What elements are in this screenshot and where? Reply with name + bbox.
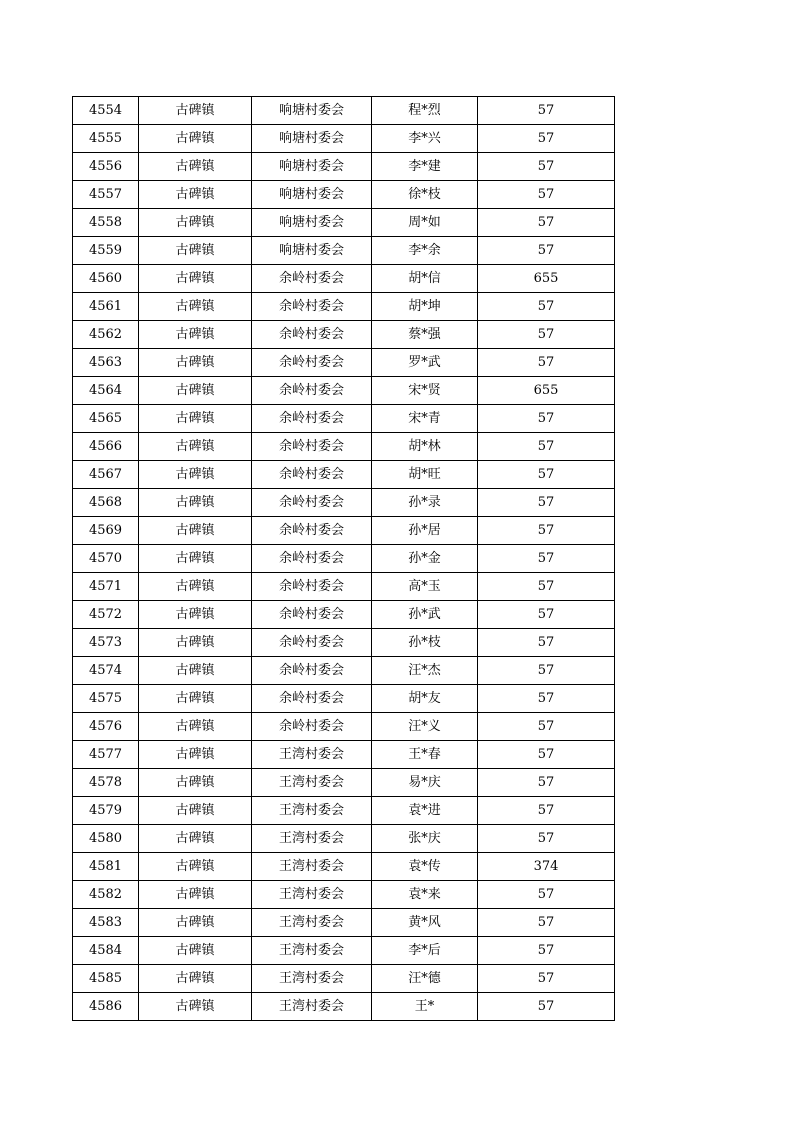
table-row — [73, 825, 615, 853]
village-committee-cell: 响塘村委会 — [252, 153, 372, 181]
amount-cell: 57 — [478, 125, 615, 153]
row-number-cell: 4584 — [73, 937, 139, 965]
table-row — [73, 349, 615, 377]
table-row — [73, 573, 615, 601]
person-name-cell: 汪*德 — [372, 965, 478, 993]
person-name-cell: 李*建 — [372, 153, 478, 181]
town-cell: 古碑镇 — [139, 405, 252, 433]
amount-cell: 57 — [478, 741, 615, 769]
village-committee-cell: 王湾村委会 — [252, 797, 372, 825]
table-row — [73, 937, 615, 965]
row-number-cell: 4577 — [73, 741, 139, 769]
village-committee-cell: 响塘村委会 — [252, 97, 372, 125]
table-row — [73, 237, 615, 265]
village-committee-cell: 响塘村委会 — [252, 125, 372, 153]
amount-cell: 57 — [478, 685, 615, 713]
village-committee-cell: 响塘村委会 — [252, 181, 372, 209]
person-name-cell: 宋*贤 — [372, 377, 478, 405]
table-row — [73, 265, 615, 293]
village-committee-cell: 王湾村委会 — [252, 993, 372, 1021]
person-name-cell: 程*烈 — [372, 97, 478, 125]
row-number-cell: 4574 — [73, 657, 139, 685]
table-row — [73, 769, 615, 797]
row-number-cell: 4563 — [73, 349, 139, 377]
row-number-cell: 4555 — [73, 125, 139, 153]
village-committee-cell: 王湾村委会 — [252, 937, 372, 965]
person-name-cell: 宋*青 — [372, 405, 478, 433]
row-number-cell: 4556 — [73, 153, 139, 181]
row-number-cell: 4578 — [73, 769, 139, 797]
table-row — [73, 629, 615, 657]
town-cell: 古碑镇 — [139, 825, 252, 853]
table-row — [73, 797, 615, 825]
row-number-cell: 4586 — [73, 993, 139, 1021]
person-name-cell: 孙*枝 — [372, 629, 478, 657]
person-name-cell: 黄*风 — [372, 909, 478, 937]
person-name-cell: 孙*金 — [372, 545, 478, 573]
amount-cell: 57 — [478, 601, 615, 629]
village-committee-cell: 王湾村委会 — [252, 881, 372, 909]
town-cell: 古碑镇 — [139, 209, 252, 237]
amount-cell: 57 — [478, 573, 615, 601]
person-name-cell: 胡*坤 — [372, 293, 478, 321]
person-name-cell: 孙*武 — [372, 601, 478, 629]
town-cell: 古碑镇 — [139, 573, 252, 601]
town-cell: 古碑镇 — [139, 153, 252, 181]
person-name-cell: 胡*信 — [372, 265, 478, 293]
amount-cell: 57 — [478, 97, 615, 125]
table-row — [73, 153, 615, 181]
row-number-cell: 4557 — [73, 181, 139, 209]
town-cell: 古碑镇 — [139, 797, 252, 825]
village-committee-cell: 余岭村委会 — [252, 293, 372, 321]
amount-cell: 57 — [478, 937, 615, 965]
village-committee-cell: 王湾村委会 — [252, 965, 372, 993]
table-row — [73, 601, 615, 629]
person-name-cell: 汪*杰 — [372, 657, 478, 685]
town-cell: 古碑镇 — [139, 769, 252, 797]
person-name-cell: 蔡*强 — [372, 321, 478, 349]
person-name-cell: 孙*录 — [372, 489, 478, 517]
person-name-cell: 孙*居 — [372, 517, 478, 545]
table-row — [73, 461, 615, 489]
town-cell: 古碑镇 — [139, 993, 252, 1021]
amount-cell: 57 — [478, 965, 615, 993]
amount-cell: 57 — [478, 825, 615, 853]
table-row — [73, 97, 615, 125]
village-committee-cell: 余岭村委会 — [252, 433, 372, 461]
amount-cell: 57 — [478, 769, 615, 797]
row-number-cell: 4560 — [73, 265, 139, 293]
table-row — [73, 321, 615, 349]
person-name-cell: 胡*林 — [372, 433, 478, 461]
row-number-cell: 4564 — [73, 377, 139, 405]
amount-cell: 57 — [478, 433, 615, 461]
village-committee-cell: 余岭村委会 — [252, 573, 372, 601]
person-name-cell: 胡*友 — [372, 685, 478, 713]
town-cell: 古碑镇 — [139, 489, 252, 517]
row-number-cell: 4570 — [73, 545, 139, 573]
table-row — [73, 181, 615, 209]
town-cell: 古碑镇 — [139, 881, 252, 909]
village-committee-cell: 王湾村委会 — [252, 853, 372, 881]
amount-cell: 57 — [478, 349, 615, 377]
village-committee-cell: 余岭村委会 — [252, 629, 372, 657]
person-name-cell: 王*春 — [372, 741, 478, 769]
person-name-cell: 袁*来 — [372, 881, 478, 909]
person-name-cell: 汪*义 — [372, 713, 478, 741]
row-number-cell: 4554 — [73, 97, 139, 125]
town-cell: 古碑镇 — [139, 181, 252, 209]
row-number-cell: 4567 — [73, 461, 139, 489]
village-committee-cell: 余岭村委会 — [252, 601, 372, 629]
amount-cell: 655 — [478, 377, 615, 405]
village-committee-cell: 余岭村委会 — [252, 405, 372, 433]
amount-cell: 57 — [478, 405, 615, 433]
village-committee-cell: 余岭村委会 — [252, 517, 372, 545]
village-committee-cell: 余岭村委会 — [252, 461, 372, 489]
town-cell: 古碑镇 — [139, 237, 252, 265]
amount-cell: 57 — [478, 517, 615, 545]
row-number-cell: 4569 — [73, 517, 139, 545]
amount-cell: 57 — [478, 461, 615, 489]
table-row — [73, 713, 615, 741]
amount-cell: 57 — [478, 545, 615, 573]
person-name-cell: 袁*进 — [372, 797, 478, 825]
village-committee-cell: 响塘村委会 — [252, 237, 372, 265]
town-cell: 古碑镇 — [139, 321, 252, 349]
row-number-cell: 4582 — [73, 881, 139, 909]
row-number-cell: 4580 — [73, 825, 139, 853]
amount-cell: 57 — [478, 153, 615, 181]
amount-cell: 655 — [478, 265, 615, 293]
table-row — [73, 685, 615, 713]
person-name-cell: 胡*旺 — [372, 461, 478, 489]
town-cell: 古碑镇 — [139, 97, 252, 125]
village-committee-cell: 王湾村委会 — [252, 825, 372, 853]
table-row — [73, 125, 615, 153]
table-row — [73, 489, 615, 517]
town-cell: 古碑镇 — [139, 741, 252, 769]
row-number-cell: 4559 — [73, 237, 139, 265]
person-name-cell: 李*兴 — [372, 125, 478, 153]
person-name-cell: 易*庆 — [372, 769, 478, 797]
amount-cell: 57 — [478, 181, 615, 209]
town-cell: 古碑镇 — [139, 937, 252, 965]
amount-cell: 57 — [478, 657, 615, 685]
row-number-cell: 4558 — [73, 209, 139, 237]
town-cell: 古碑镇 — [139, 685, 252, 713]
row-number-cell: 4581 — [73, 853, 139, 881]
town-cell: 古碑镇 — [139, 909, 252, 937]
village-committee-cell: 余岭村委会 — [252, 489, 372, 517]
town-cell: 古碑镇 — [139, 293, 252, 321]
table-row — [73, 545, 615, 573]
amount-cell: 57 — [478, 237, 615, 265]
table-row — [73, 433, 615, 461]
table-row — [73, 657, 615, 685]
person-name-cell: 张*庆 — [372, 825, 478, 853]
village-committee-cell: 余岭村委会 — [252, 545, 372, 573]
town-cell: 古碑镇 — [139, 657, 252, 685]
person-name-cell: 罗*武 — [372, 349, 478, 377]
person-name-cell: 李*后 — [372, 937, 478, 965]
village-committee-cell: 余岭村委会 — [252, 349, 372, 377]
village-committee-cell: 余岭村委会 — [252, 713, 372, 741]
row-number-cell: 4565 — [73, 405, 139, 433]
amount-cell: 57 — [478, 713, 615, 741]
person-name-cell: 李*余 — [372, 237, 478, 265]
amount-cell: 374 — [478, 853, 615, 881]
town-cell: 古碑镇 — [139, 545, 252, 573]
village-committee-cell: 余岭村委会 — [252, 685, 372, 713]
village-committee-cell: 王湾村委会 — [252, 909, 372, 937]
table-row — [73, 881, 615, 909]
town-cell: 古碑镇 — [139, 853, 252, 881]
village-committee-cell: 余岭村委会 — [252, 657, 372, 685]
row-number-cell: 4571 — [73, 573, 139, 601]
amount-cell: 57 — [478, 881, 615, 909]
town-cell: 古碑镇 — [139, 377, 252, 405]
town-cell: 古碑镇 — [139, 629, 252, 657]
person-name-cell: 王* — [372, 993, 478, 1021]
amount-cell: 57 — [478, 321, 615, 349]
town-cell: 古碑镇 — [139, 265, 252, 293]
person-name-cell: 周*如 — [372, 209, 478, 237]
town-cell: 古碑镇 — [139, 461, 252, 489]
town-cell: 古碑镇 — [139, 713, 252, 741]
town-cell: 古碑镇 — [139, 965, 252, 993]
row-number-cell: 4576 — [73, 713, 139, 741]
town-cell: 古碑镇 — [139, 433, 252, 461]
town-cell: 古碑镇 — [139, 125, 252, 153]
person-name-cell: 袁*传 — [372, 853, 478, 881]
table-row — [73, 405, 615, 433]
amount-cell: 57 — [478, 993, 615, 1021]
amount-cell: 57 — [478, 293, 615, 321]
village-committee-cell: 王湾村委会 — [252, 769, 372, 797]
row-number-cell: 4562 — [73, 321, 139, 349]
amount-cell: 57 — [478, 209, 615, 237]
table-row — [73, 293, 615, 321]
village-committee-cell: 余岭村委会 — [252, 377, 372, 405]
village-committee-cell: 王湾村委会 — [252, 741, 372, 769]
table-row — [73, 965, 615, 993]
village-committee-cell: 响塘村委会 — [252, 209, 372, 237]
table-row — [73, 517, 615, 545]
row-number-cell: 4583 — [73, 909, 139, 937]
row-number-cell: 4585 — [73, 965, 139, 993]
village-committee-cell: 余岭村委会 — [252, 265, 372, 293]
person-name-cell: 高*玉 — [372, 573, 478, 601]
table-row — [73, 209, 615, 237]
row-number-cell: 4566 — [73, 433, 139, 461]
amount-cell: 57 — [478, 489, 615, 517]
table-row — [73, 377, 615, 405]
amount-cell: 57 — [478, 909, 615, 937]
person-name-cell: 徐*枝 — [372, 181, 478, 209]
table-body — [73, 97, 615, 1021]
row-number-cell: 4573 — [73, 629, 139, 657]
town-cell: 古碑镇 — [139, 517, 252, 545]
town-cell: 古碑镇 — [139, 601, 252, 629]
row-number-cell: 4572 — [73, 601, 139, 629]
row-number-cell: 4568 — [73, 489, 139, 517]
town-cell: 古碑镇 — [139, 349, 252, 377]
amount-cell: 57 — [478, 629, 615, 657]
table-row — [73, 741, 615, 769]
village-committee-cell: 余岭村委会 — [252, 321, 372, 349]
row-number-cell: 4575 — [73, 685, 139, 713]
table-row — [73, 993, 615, 1021]
row-number-cell: 4579 — [73, 797, 139, 825]
amount-cell: 57 — [478, 797, 615, 825]
data-table — [72, 96, 615, 1021]
row-number-cell: 4561 — [73, 293, 139, 321]
table-row — [73, 853, 615, 881]
table-row — [73, 909, 615, 937]
